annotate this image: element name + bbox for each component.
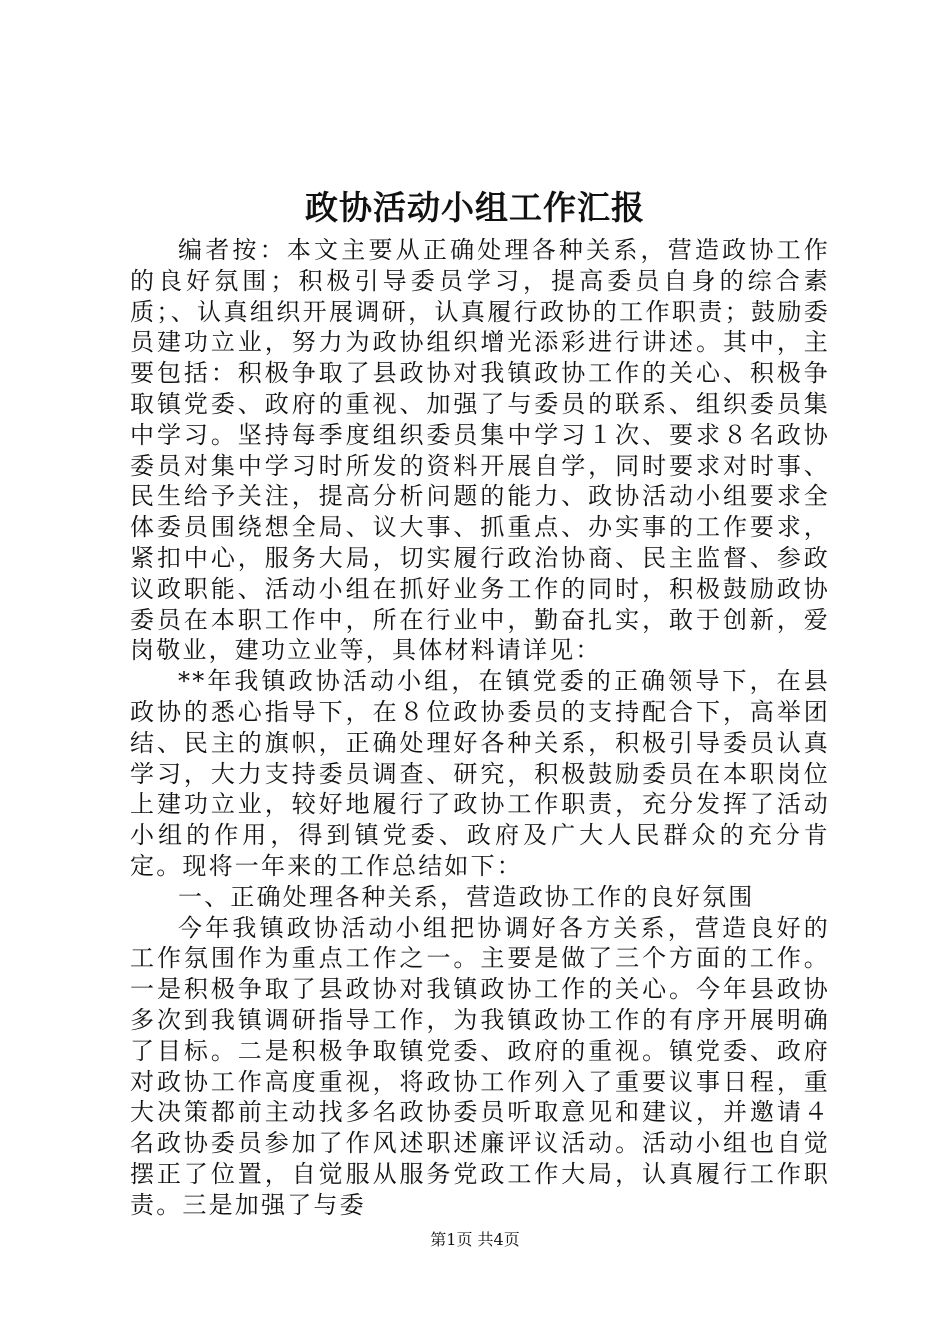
page-number: 第1页 共4页 bbox=[430, 1230, 520, 1249]
document-title: 政协活动小组工作汇报 bbox=[305, 188, 645, 227]
section-heading: 一、正确处理各种关系，营造政协工作的良好氛围 bbox=[178, 882, 755, 911]
document-body bbox=[130, 235, 830, 1221]
editor-note-paragraph: 编者按：本文主要从正确处理各种关系，营造政协工作的良好氛围；积极引导委员学习，提高委员自身的综合素质；、认真组织开展调研，认真履行政协的工作职责；鼓励委员建功立业，努力为政协组织增光添彩进行讲述。其中，主要包括：积极争取了县政协对我镇政协工作的关心、积极争取镇党委、政府的重视、加强了与委员的联系、组织委员集中学习。坚持每季度组织委员集中学习１次、要求８名政协委员对集中学习时所发的资料开展自学，同时要求对时事、民生给予关注，提高分析问题的能力、政协活动小组要求全体委员围绕想全局、议大事、抓重点、办实事的工作要求，紧扣中心，服务大局，切实履行政治协商、民主监督、参政议政职能、活动小组在抓好业务工作的同时，积极鼓励政协委员在本职工作中，所在行业中，勤奋扎实，敢于创新，爱岗敬业，建功立业等，具体材料请详见： bbox=[130, 236, 830, 665]
intro-paragraph: **年我镇政协活动小组，在镇党委的正确领导下，在县政协的悉心指导下，在８位政协委员的支持配合下，高举团结、民主的旗帜，正确处理好各种关系，积极引导委员认真学习，大力支持委员调查、研究，积极鼓励委员在本职岗位上建功立业，较好地履行了政协工作职责，充分发挥了活动小组的作用，得到镇党委、政府及广大人民群众的充分肯定。现将一年来的工作总结如下： bbox=[130, 667, 830, 880]
section-paragraph: 今年我镇政协活动小组把协调好各方关系，营造良好的工作氛围作为重点工作之一。主要是做了三个方面的工作。一是积极争取了县政协对我镇政协工作的关心。今年县政协多次到我镇调研指导工作，为我镇政协工作的有序开展明确了目标。二是积极争取镇党委、政府的重视。镇党委、政府对政协工作高度重视，将政协工作列入了重要议事日程，重大决策都前主动找多名政协委员听取意见和建议，并邀请４名政协委员参加了作风述职述廉评议活动。活动小组也自觉摆正了位置，自觉服从服务党政工作大局，认真履行工作职责。三是加强了与委 bbox=[130, 913, 830, 1219]
